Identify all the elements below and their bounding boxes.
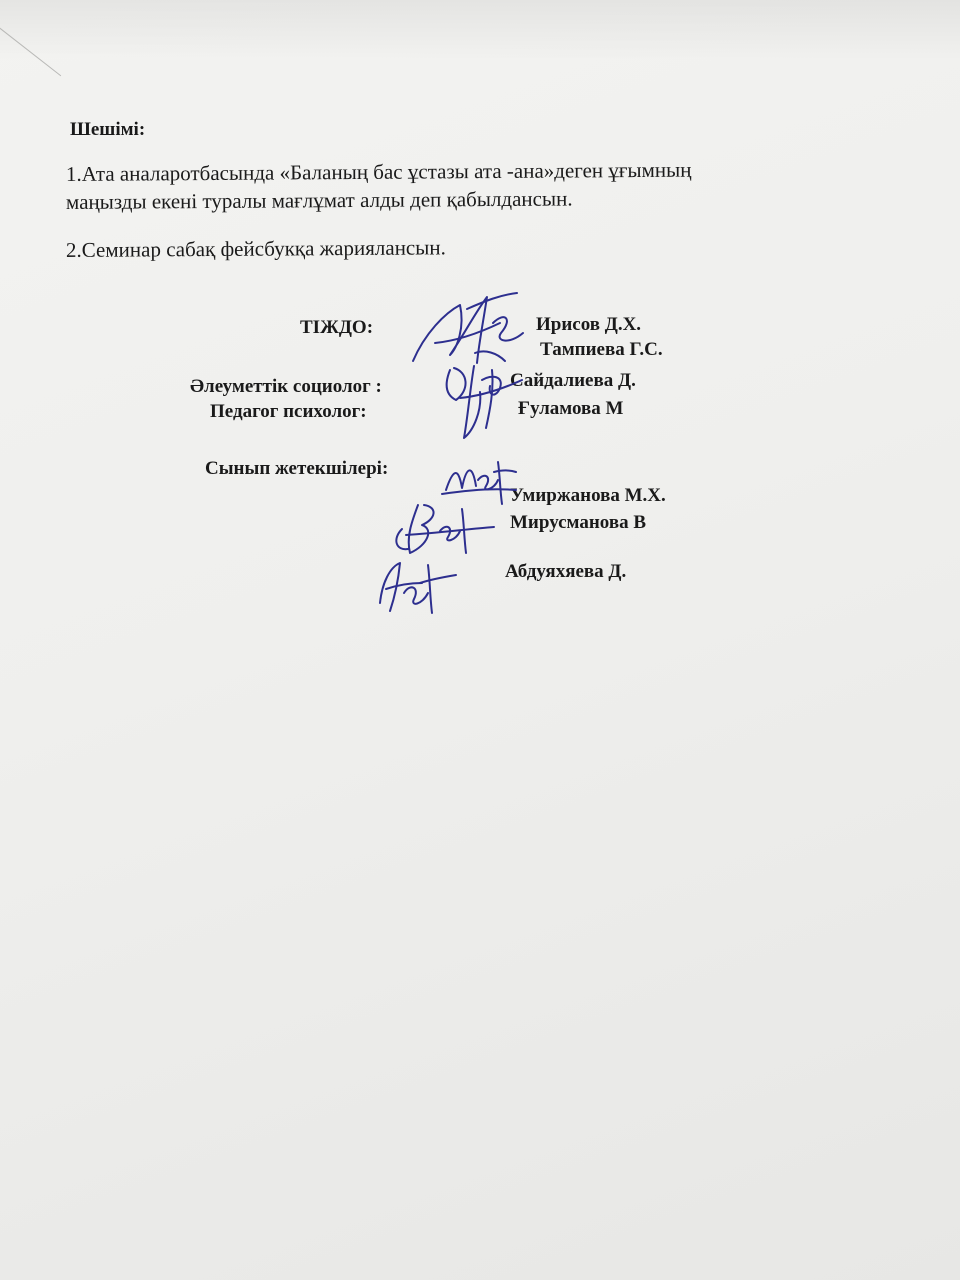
- class-teacher-name-abduyakhyaeva: Абдуяхяева Д.: [505, 561, 627, 582]
- tizhdo-label: ТІЖДО:: [300, 317, 374, 338]
- decision-item-1-line-1: 1.Ата аналаротбасында «Баланың бас ұстазы ата -ана»деген ұғымның: [65, 157, 692, 186]
- signatory-name-saidalieva: Сайдалиева Д.: [510, 370, 636, 391]
- signature-mark-icon: [370, 553, 460, 618]
- signatory-name-tampieva: Тампиева Г.С.: [540, 339, 663, 360]
- class-teachers-label: Сынып жетекшілері:: [205, 458, 389, 479]
- sociologist-label: Әлеуметтік социолог :: [190, 376, 382, 397]
- class-teacher-name-mirusmanova: Мирусманова В: [510, 512, 647, 533]
- psychologist-label: Педагог психолог:: [210, 401, 367, 422]
- decision-heading: Шешімі:: [70, 119, 146, 140]
- decision-item-1-line-2: маңызды екені туралы мағлұмат алды деп қабылдансын.: [65, 186, 573, 214]
- signatory-name-gulamova: Ғуламова М: [518, 398, 624, 419]
- signature-mark-icon: [388, 495, 498, 560]
- class-teacher-name-umirzhanova: Умиржанова М.Х.: [510, 485, 666, 506]
- signature-mark-icon: [430, 350, 530, 445]
- signatory-name-irisov: Ирисов Д.Х.: [536, 314, 642, 335]
- page-shadow: [0, 0, 960, 60]
- decision-item-2: 2.Семинар сабақ фейсбукқа жариялансын.: [65, 235, 446, 262]
